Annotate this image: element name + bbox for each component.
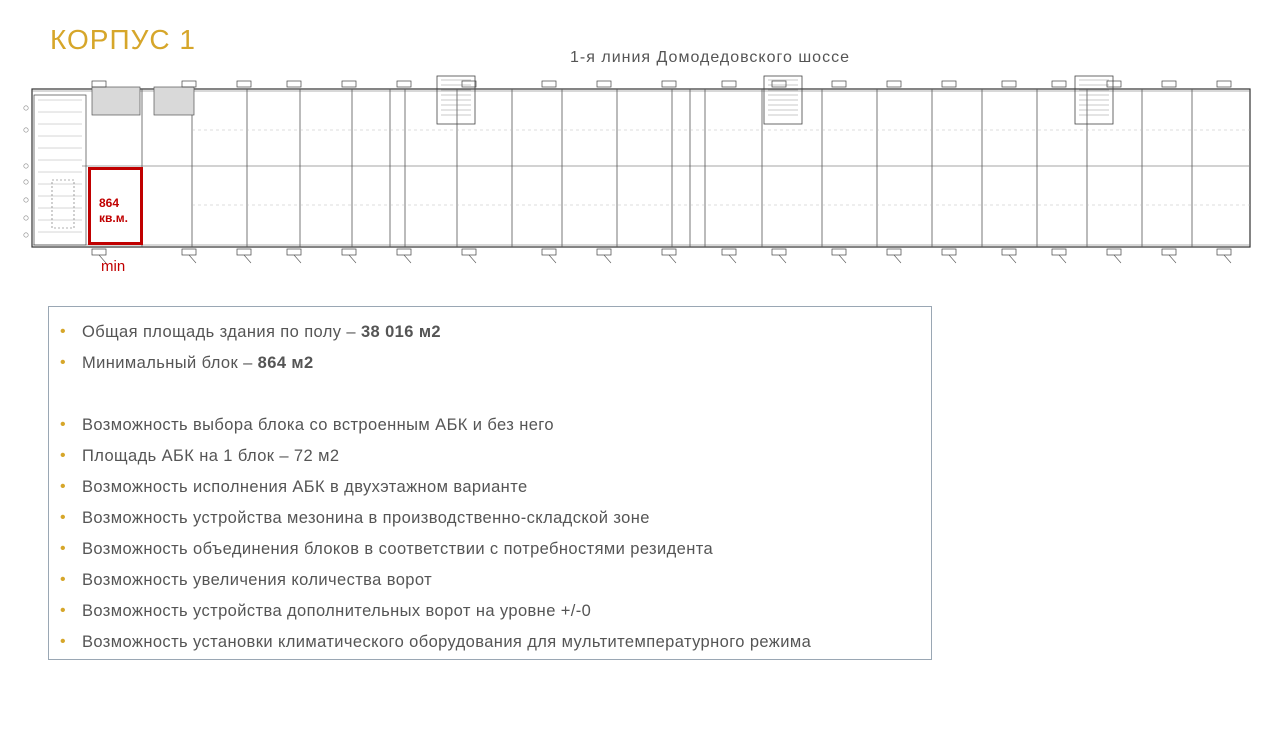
feature-text: Возможность выбора блока со встроенным АБК и без него — [82, 416, 554, 434]
plan-axis-marker — [24, 128, 28, 132]
plan-dock-door-top — [92, 81, 106, 87]
feature-item — [49, 629, 931, 660]
feature-text: Возможность устройства дополнительных ворот на уровне +/-0 — [82, 602, 592, 620]
floor-plan-drawing — [22, 70, 1258, 270]
floor-plan — [22, 70, 1258, 275]
min-block-area — [99, 196, 128, 226]
plan-outline — [32, 89, 1250, 247]
min-block-label: min — [101, 258, 126, 275]
bullet-icon: • — [60, 478, 67, 495]
feature-item — [49, 505, 931, 536]
feature-value: 38 016 м2 — [360, 323, 442, 341]
bullet-icon: • — [60, 540, 67, 557]
plan-dock-door-top — [182, 81, 196, 87]
plan-dock-door-top — [1162, 81, 1176, 87]
plan-axis-marker — [24, 180, 28, 184]
bullet-icon: • — [60, 447, 67, 464]
feature-item — [49, 443, 931, 474]
plan-door-swing — [1224, 255, 1231, 263]
feature-text: Возможность установки климатического оборудования для мультитемпературного режима — [82, 633, 812, 651]
plan-dock-door-top — [237, 81, 251, 87]
plan-dock-door-top — [287, 81, 301, 87]
plan-door-swing — [469, 255, 476, 263]
feature-item — [49, 412, 931, 443]
feature-item — [49, 536, 931, 567]
plan-dock-door-top — [662, 81, 676, 87]
plan-door-swing — [839, 255, 846, 263]
bullet-icon: • — [60, 571, 67, 588]
plan-door-swing — [949, 255, 956, 263]
plan-door-swing — [1169, 255, 1176, 263]
bullet-icon: • — [60, 633, 67, 650]
plan-dock-door-top — [1052, 81, 1066, 87]
plan-dock-door-bottom — [662, 249, 676, 255]
plan-dock-door-bottom — [1107, 249, 1121, 255]
plan-left-room — [52, 180, 74, 228]
features-list — [49, 319, 931, 660]
plan-dock-door-top — [342, 81, 356, 87]
min-block-area-value: 864 — [99, 196, 120, 210]
features-panel — [48, 306, 932, 660]
plan-dock-door-bottom — [1002, 249, 1016, 255]
plan-door-swing — [1009, 255, 1016, 263]
plan-door-swing — [894, 255, 901, 263]
feature-text: Возможность объединения блоков в соответствии с потребностями резидента — [82, 540, 714, 558]
plan-dock-door-bottom — [182, 249, 196, 255]
plan-dock-door-bottom — [1052, 249, 1066, 255]
plan-dock-door-top — [772, 81, 786, 87]
plan-dock-door-top — [462, 81, 476, 87]
min-block-area-unit: кв.м. — [99, 211, 128, 225]
feature-item — [49, 598, 931, 629]
feature-text: Возможность исполнения АБК в двухэтажном варианте — [82, 478, 528, 496]
feature-value: 864 м2 — [257, 354, 314, 372]
plan-dock-door-bottom — [887, 249, 901, 255]
plan-dock-door-bottom — [597, 249, 611, 255]
feature-item — [49, 319, 931, 350]
plan-axis-marker — [24, 198, 28, 202]
feature-text: Общая площадь здания по полу – — [82, 323, 361, 341]
plan-dock-door-bottom — [942, 249, 956, 255]
plan-dock-door-bottom — [832, 249, 846, 255]
plan-dock-door-bottom — [237, 249, 251, 255]
plan-dock-door-bottom — [1162, 249, 1176, 255]
page-title: КОРПУС 1 — [50, 24, 196, 55]
feature-text: Минимальный блок – — [82, 354, 258, 372]
plan-door-swing — [1059, 255, 1066, 263]
plan-door-swing — [294, 255, 301, 263]
plan-door-swing — [189, 255, 196, 263]
feature-text: Возможность устройства мезонина в производственно-складской зоне — [82, 509, 650, 527]
list-spacer — [49, 381, 931, 412]
plan-axis-marker — [24, 164, 28, 168]
feature-item — [49, 474, 931, 505]
bullet-icon: • — [60, 416, 67, 433]
bullet-icon: • — [60, 323, 67, 340]
bullet-icon: • — [60, 602, 67, 619]
feature-text: Площадь АБК на 1 блок – 72 м2 — [82, 447, 340, 465]
plan-dock-door-bottom — [542, 249, 556, 255]
plan-dock-door-top — [887, 81, 901, 87]
plan-dock-door-bottom — [287, 249, 301, 255]
bullet-icon: • — [60, 509, 67, 526]
plan-dock-door-bottom — [342, 249, 356, 255]
plan-door-swing — [729, 255, 736, 263]
plan-dock-door-top — [832, 81, 846, 87]
plan-dock-door-top — [1002, 81, 1016, 87]
plan-door-swing — [604, 255, 611, 263]
feature-item — [49, 350, 931, 381]
plan-door-swing — [779, 255, 786, 263]
plan-dock-door-bottom — [772, 249, 786, 255]
plan-dock-door-bottom — [397, 249, 411, 255]
plan-dock-door-top — [722, 81, 736, 87]
plan-dock-door-top — [1217, 81, 1231, 87]
plan-dock-door-top — [1107, 81, 1121, 87]
plan-dock-door-top — [597, 81, 611, 87]
plan-axis-marker — [24, 216, 28, 220]
plan-door-swing — [349, 255, 356, 263]
plan-door-swing — [244, 255, 251, 263]
plan-door-swing — [669, 255, 676, 263]
bullet-icon: • — [60, 354, 67, 371]
plan-door-swing — [549, 255, 556, 263]
plan-office-block — [154, 87, 194, 115]
plan-dock-door-bottom — [92, 249, 106, 255]
plan-axis-marker — [24, 233, 28, 237]
plan-dock-door-top — [542, 81, 556, 87]
plan-office-block — [92, 87, 140, 115]
plan-dock-door-bottom — [1217, 249, 1231, 255]
plan-axis-marker — [24, 106, 28, 110]
plan-dock-door-top — [397, 81, 411, 87]
feature-item — [49, 567, 931, 598]
plan-left-block — [34, 95, 86, 245]
plan-door-swing — [1114, 255, 1121, 263]
feature-text: Возможность увеличения количества ворот — [82, 571, 433, 589]
road-label: 1-я линия Домодедовского шоссе — [570, 49, 850, 66]
plan-dock-door-top — [942, 81, 956, 87]
plan-dock-door-bottom — [722, 249, 736, 255]
plan-dock-door-bottom — [462, 249, 476, 255]
plan-door-swing — [404, 255, 411, 263]
